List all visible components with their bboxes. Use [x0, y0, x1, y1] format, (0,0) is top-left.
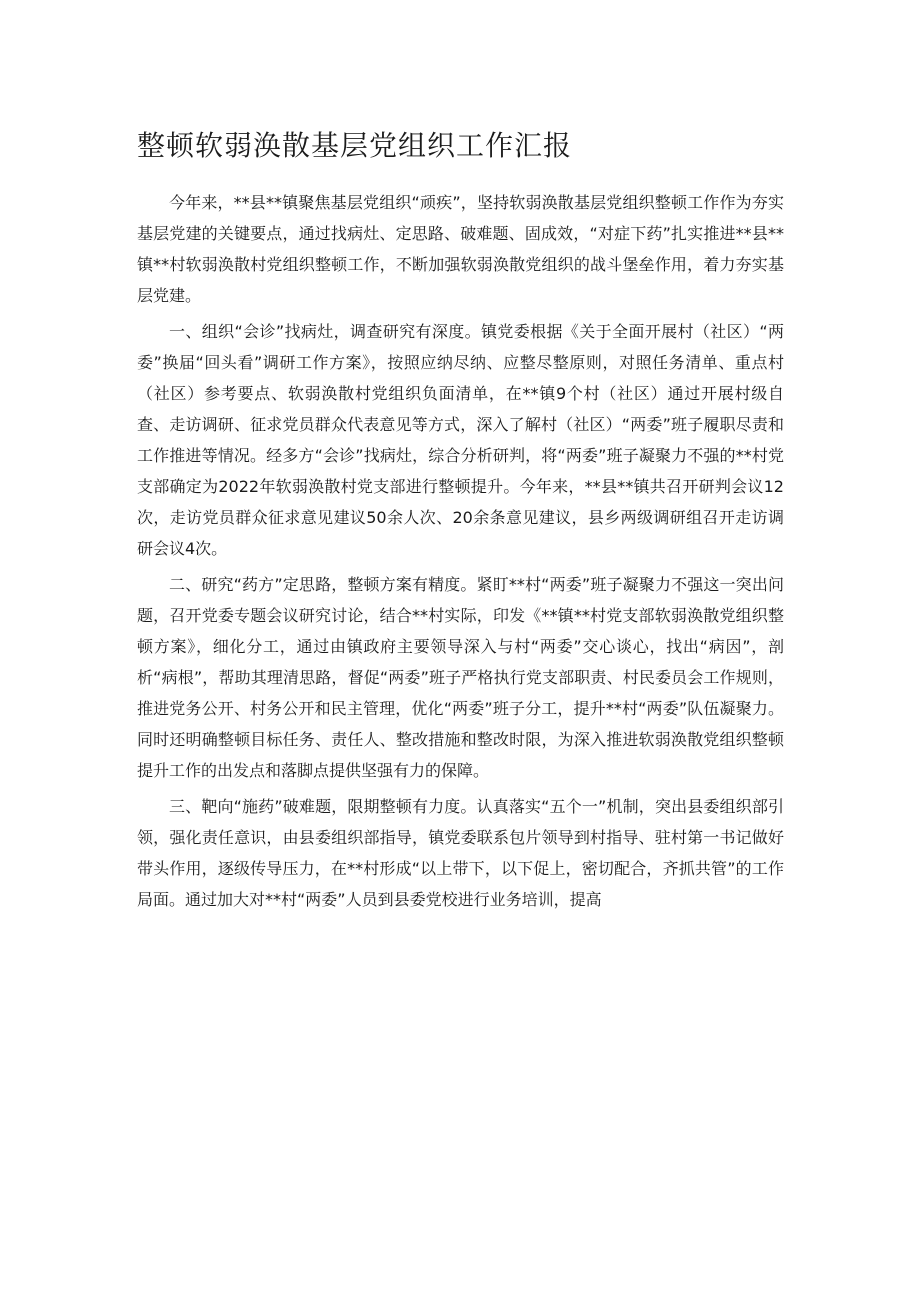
paragraph-section-1: 一、组织“会诊”找病灶，调查研究有深度。镇党委根据《关于全面开展村（社区）“两委”换届“回头看”调研工作方案》，按照应纳尽纳、应整尽整原则，对照任务清单、重点村（社区）参考要点、软弱涣散村党组织负面清单，在**镇9个村（社区）通过开展村级自查、走访调研、征求党员群众代表意见等方式，深入了解村（社区）“两委”班子履职尽责和工作推进等情况。经多方“会诊”找病灶，综合分析研判，将“两委”班子凝聚力不强的**村党支部确定为2022年软弱涣散村党支部进行整顿提升。今年来，**县**镇共召开研判会议12次，走访党员群众征求意见建议50余人次、20余条意见建议，县乡两级调研组召开走访调研会议4次。 [137, 322, 784, 558]
paragraph-section-3: 三、靶向“施药”破难题，限期整顿有力度。认真落实“五个一”机制，突出县委组织部引领，强化责任意识，由县委组织部指导，镇党委联系包片领导到村指导、驻村第一书记做好带头作用，逐级传导压力，在**村形成“以上带下，以下促上，密切配合，齐抓共管”的工作局面。通过加大对**村“两委”人员到县委党校进行业务培训，提高 [137, 797, 784, 909]
document-title: 整顿软弱涣散基层党组织工作汇报 [137, 129, 573, 162]
paragraph-intro: 今年来，**县**镇聚焦基层党组织“顽疾”，坚持软弱涣散基层党组织整顿工作作为夯实基层党建的关键要点，通过找病灶、定思路、破难题、固成效，“对症下药”扎实推进**县**镇**村软弱涣散村党组织整顿工作，不断加强软弱涣散党组织的战斗堡垒作用，着力夯实基层党建。 [137, 193, 784, 305]
paragraph-section-2: 二、研究“药方”定思路，整顿方案有精度。紧盯**村“两委”班子凝聚力不强这一突出问题，召开党委专题会议研究讨论，结合**村实际，印发《**镇**村党支部软弱涣散党组织整顿方案》，细化分工，通过由镇政府主要领导深入与村“两委”交心谈心，找出“病因”，剖析“病根”，帮助其理清思路，督促“两委”班子严格执行党支部职责、村民委员会工作规则，推进党务公开、村务公开和民主管理，优化“两委”班子分工，提升**村“两委”队伍凝聚力。同时还明确整顿目标任务、责任人、整改措施和整改时限，为深入推进软弱涣散党组织整顿提升工作的出发点和落脚点提供坚强有力的保障。 [137, 575, 784, 780]
document-body [137, 187, 784, 920]
